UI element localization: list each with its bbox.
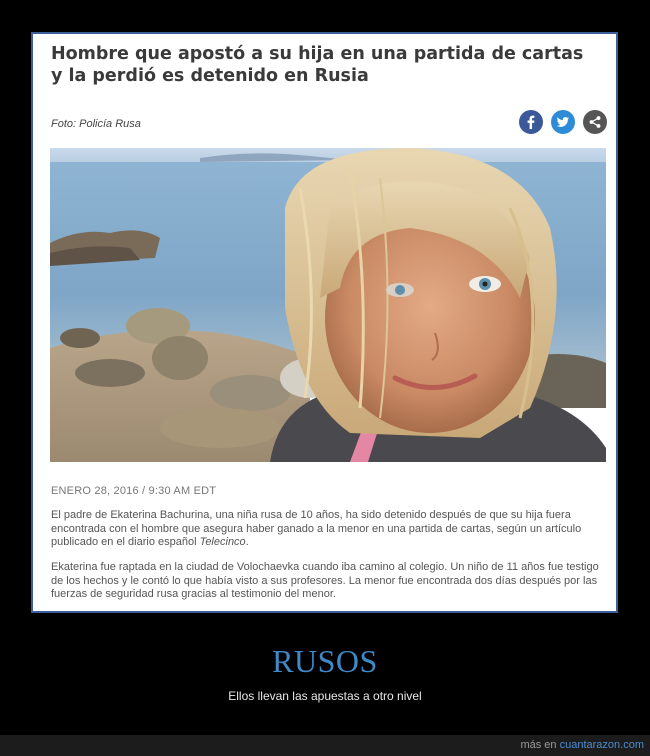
caption-title: RUSOS (272, 643, 378, 679)
footer-bar (0, 735, 650, 756)
source-name: Telecinco (199, 536, 246, 548)
facebook-share-button[interactable] (519, 110, 543, 134)
share-icon (588, 115, 602, 129)
article-date: ENERO 28, 2016 / 9:30 AM EDT (51, 485, 217, 497)
article-title: Hombre que apostó a su hija en una partida de cartas y la perdió es detenido en Rusia (51, 44, 584, 86)
facebook-icon (524, 115, 538, 129)
article-paragraph-1: El padre de Ekaterina Bachurina, una niña rusa de 10 años, ha sido detenido después de que su hija fuera encontrada con el hombre que asegura haber ganado a la menor en una partida de cartas, según un artículo publicado en el diario español Telecinco. (51, 509, 582, 548)
twitter-icon (556, 115, 570, 129)
caption-subtitle: Ellos llevan las apuestas a otro nivel (228, 689, 422, 703)
share-button[interactable] (583, 110, 607, 134)
twitter-share-button[interactable] (551, 110, 575, 134)
article-photo (50, 148, 606, 462)
site-link[interactable]: cuantarazon.com (559, 739, 644, 751)
footer-text: más en cuantarazon.com (520, 739, 644, 751)
meme-frame (31, 32, 618, 613)
photo-credit: Foto: Policía Rusa (51, 118, 141, 130)
article-paragraph-2: Ekaterina fue raptada en la ciudad de Volochaevka cuando iba camino al colegio. Un niño de 11 años fue testigo de los hechos y le contó lo que había visto a sus profesores. La menor fue encontrada dos días después por las fuerzas de seguridad rusa gracias al testimonio del menor. (51, 561, 599, 600)
